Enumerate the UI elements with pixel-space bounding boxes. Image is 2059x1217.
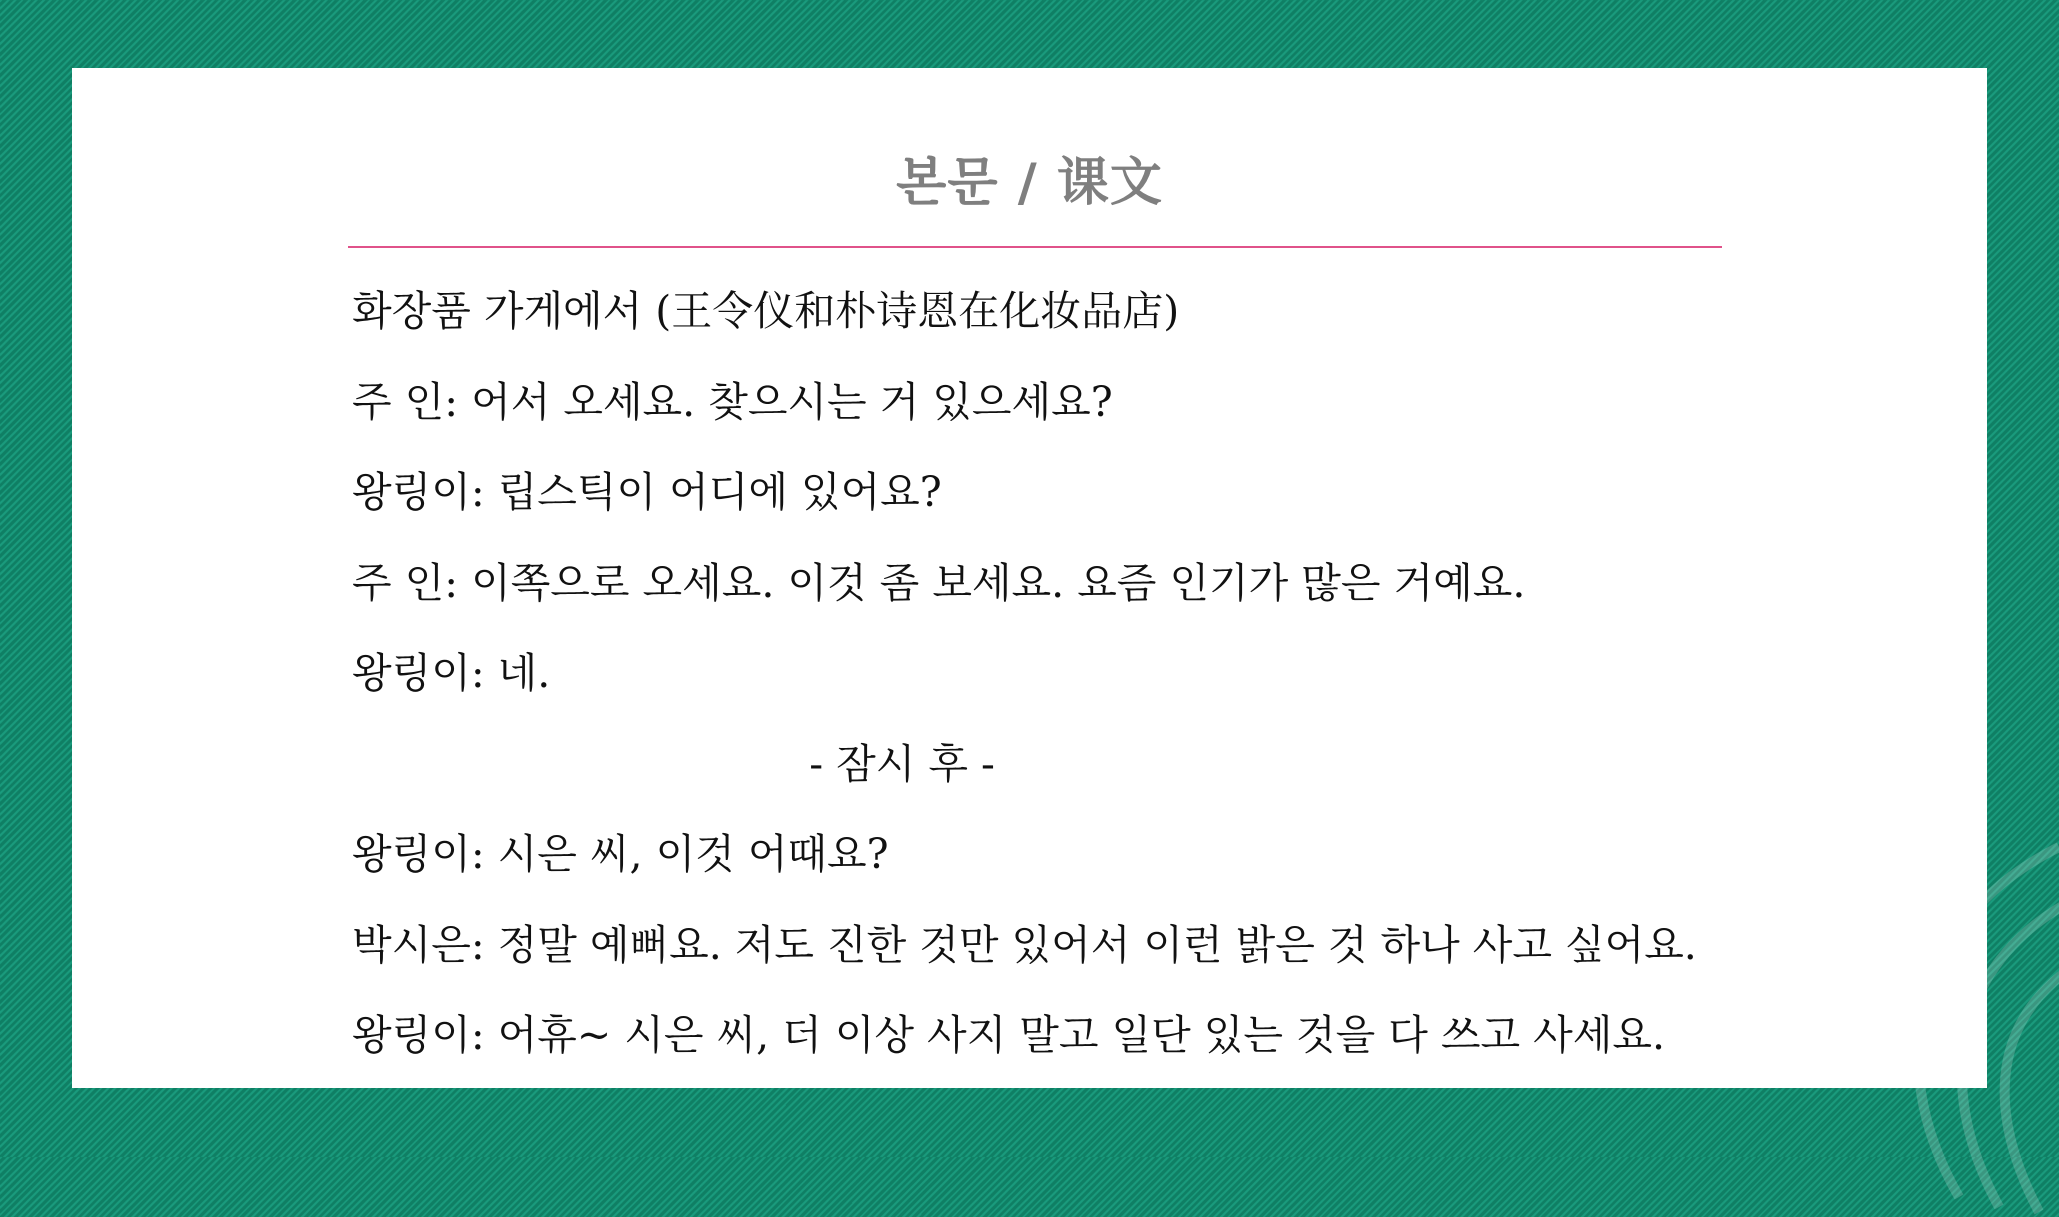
dialogue-line: 왕링이: 네. [352,649,551,697]
scene-heading: 화장품 가게에서 (王令仪和朴诗恩在化妆品店) [352,287,1180,335]
dialogue-line: 주 인: 어서 오세요. 찾으시는 거 있으세요? [352,377,1113,426]
dialogue-line: 왕링이: 시은 씨, 이것 어때요? [352,830,889,878]
slide-title: 본문 / 课文 [896,153,1163,213]
slide-content-panel [72,68,1987,1088]
dialogue-text-block [352,266,1912,1081]
title-divider [348,246,1722,248]
dialogue-line: 박시은: 정말 예뻐요. 저도 진한 것만 있어서 이런 밝은 것 하나 사고 싶어요. [352,920,1697,969]
dialogue-line: 왕링이: 립스틱이 어디에 있어요? [352,468,942,516]
dialogue-line: 왕링이: 어휴~ 시은 씨, 더 이상 사지 말고 일단 있는 것을 다 쓰고 사세요. [352,1011,1666,1059]
dialogue-line: 주 인: 이쪽으로 오세요. 이것 좀 보세요. 요즘 인기가 많은 거예요. [352,558,1526,607]
scene-break: - 잠시 후 - [809,739,995,788]
